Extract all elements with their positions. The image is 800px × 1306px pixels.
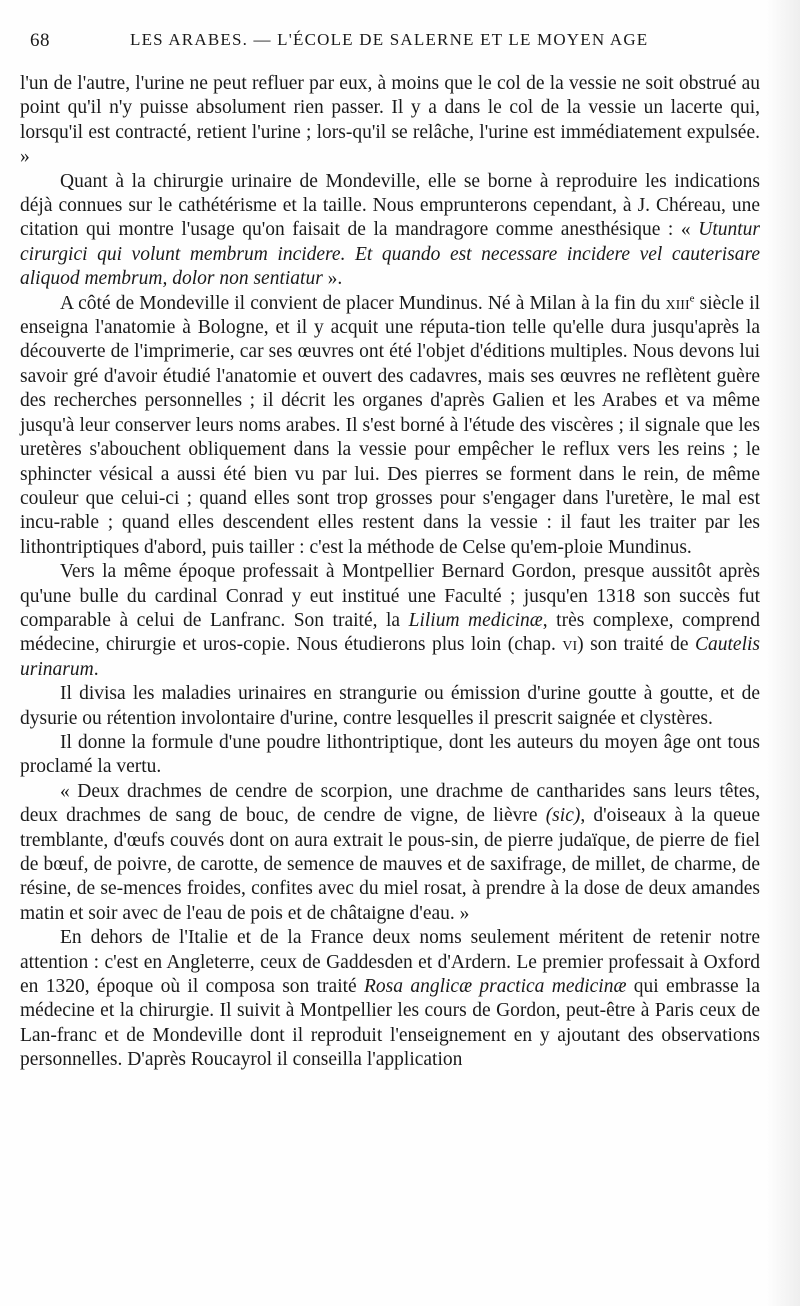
text-segment: Quant à la chirurgie urinaire de Mondeville, elle se borne à reproduire les indications déjà connues sur le cathétérisme et la taille. Nous emprunterons cependant, à J. Chéreau, une citation qui montre l'usage qu'on faisait de la mandragore comme anesthésique : « <box>20 170 760 241</box>
text-segment: A côté de Mondeville il convient de placer Mundinus. Né à Milan à la fin du <box>60 292 666 314</box>
text-segment: e <box>689 292 695 305</box>
page-edge-shadow <box>766 0 800 1306</box>
italic-text: (sic) <box>545 805 581 827</box>
paragraph-p8 <box>20 926 760 1072</box>
text-segment: Vers la même époque professait à Montpellier Bernard Gordon, presque aussitôt après qu'une bulle du cardinal Conrad y eut institué une Faculté ; jusqu'en 1318 son succès fut comparable à celui de Lanfranc. Son traité, la <box>20 561 760 631</box>
running-title: LES ARABES. — L'ÉCOLE DE SALERNE ET LE MOYEN AGE <box>130 30 649 49</box>
paragraph-p6 <box>20 731 760 780</box>
italic-text: Utuntur cirurgici qui volunt membrum incidere. Et quando est necessare incidere vel cauterisare aliquod membrum, dolor non sentiatur <box>20 219 760 290</box>
text-segment: ». <box>322 268 343 290</box>
text-segment: En dehors de l'Italie et de la France deux noms seulement méritent de retenir notre attention : c'est en Angleterre, ceux de Gaddesden et d'Ardern. Le premier professait à Oxford en 1320, époque où il composa son traité <box>20 927 760 998</box>
text-segment: siècle il enseigna l'anatomie à Bologne, et il y acquit une réputa-tion telle qu'elle dura jusqu'après la découverte de l'imprimerie, car ses œuvres ont été l'objet d'éditions multiples. Nous devons lui savoir gré d'avoir étudié l'anatomie et ouvert des cadavres, mais ses œuvres ne reflètent guère des recherches personnelles ; il décrit les organes d'après Galien et les Arabes et va même jusqu'à leur conserver leurs noms arabes. Il s'est borné à l'étude des viscères ; il signale que les uretères s'abouchent obliquement dans la vessie pour empêcher le reflux vers les reins ; le sphincter vésical a aussi été bien vu par lui. Des pierres se forment dans le rein, de même couleur que celui-ci ; quand elles sont trop grosses pour s'engager dans l'uretère, le mal est incu-rable ; quand elles descendent elles restent dans la vessie : il faut les traiter par les lithontriptiques d'abord, puis tailler : c'est la méthode de Celse qu'em-ploie Mundinus. <box>20 292 760 558</box>
paragraph-p1 <box>20 72 760 170</box>
text-segment: , très complexe, comprend médecine, chirurgie et uros-copie. Nous étudierons plus loin (chap. <box>20 609 760 656</box>
text-segment: Il donne la formule d'une poudre lithontriptique, dont les auteurs du moyen âge ont tous proclamé la vertu. <box>20 731 760 778</box>
paragraph-p4 <box>20 560 760 682</box>
body-text <box>20 72 760 1073</box>
text-segment: Il divisa les maladies urinaires en strangurie ou émission d'urine goutte à goutte, et de dysurie ou rétention involontaire d'urine, contre lesquelles il prescrit saignée et clystères. <box>20 683 760 729</box>
paragraph-p2 <box>20 170 760 292</box>
text-segment: vi <box>562 634 578 656</box>
text-segment: xiii <box>665 292 690 314</box>
paragraph-p3 <box>20 292 760 560</box>
italic-text: Lilium medicinæ <box>408 609 543 631</box>
text-segment: qui embrasse la médecine et la chirurgie. Il suivit à Montpellier les cours de Gordon, peut-être à Paris ceux de Lan-franc et de Mondeville dont il reproduit l'enseignement en y ajoutant des observations personnelles. D'après Roucayrol il conseilla l'application <box>20 976 760 1071</box>
text-segment: . <box>93 658 99 680</box>
paragraph-p5 <box>20 682 760 731</box>
text-segment: ) son traité de <box>577 634 695 656</box>
text-segment: « Deux drachmes de cendre de scorpion, une drachme de cantharides sans leurs têtes, deux drachmes de sang de bouc, de cendre de vigne, de lièvre <box>20 780 760 827</box>
page-number: 68 <box>30 30 50 51</box>
text-segment: l'un de l'autre, l'urine ne peut refluer par eux, à moins que le col de la vessie ne soit obstrué au point qu'il n'y puisse absolument rien passer. Il y a dans le col de la vessie un lacerte qui, lorsqu'il est contracté, retient l'urine ; lors-qu'il se relâche, l'urine est immédiatement expulsée. » <box>20 73 760 168</box>
paragraph-p7 <box>20 780 760 926</box>
text-segment: , d'oiseaux à la queue tremblante, d'œufs couvés dont on aura extrait le pous-sin, de pierre judaïque, de pierre de fiel de bœuf, de poivre, de carotte, de semence de mauves et de saxifrage, de millet, de charme, de résine, de se-mences froides, confites avec du miel rosat, à prendre à la dose de deux amandes matin et soir avec de l'eau de pois et de châtaigne d'eau. » <box>20 805 760 924</box>
italic-text: Rosa anglicæ practica medicinæ <box>364 976 627 998</box>
italic-text: Cautelis urinarum <box>20 634 760 680</box>
running-head <box>30 30 750 60</box>
